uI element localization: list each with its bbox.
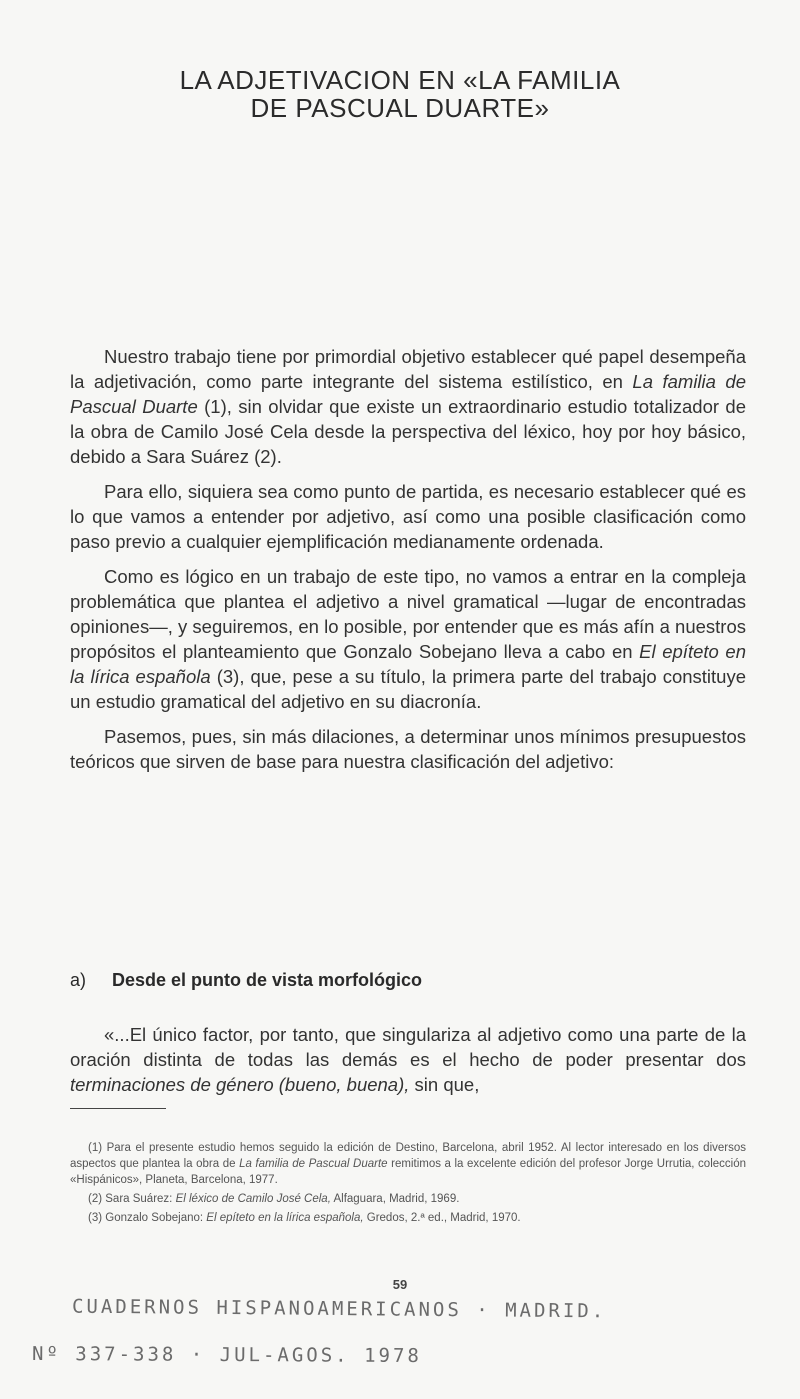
page-number: 59 [392,1277,408,1292]
body-text [70,344,746,784]
paragraph-2: Para ello, siquiera sea como punto de partida, es necesario establecer qué es lo que vamos a entender por adjetivo, así como una posible clasificación como paso previo a cualquier ejemplificación medianamente ordenada. [70,481,746,552]
book-title: La familia de Pascual Duarte [70,371,746,417]
handwritten-note-line-2: Nº 337-338 · JUL-AGOS. 1978 [31,1342,422,1368]
footnotes [70,1140,746,1229]
book-title: El epíteto en la lírica española [70,641,746,687]
section-heading-text: Desde el punto de vista morfológico [112,970,423,990]
article-title-line-2: DE PASCUAL DUARTE» [250,93,550,123]
section-letter: a) [70,970,87,990]
handwritten-note-line-1: CUADERNOS HISPANOAMERICANOS · MADRID. [71,1295,607,1323]
italic-phrase: terminaciones de género (bueno, buena), [70,1074,410,1095]
paragraph-1: Nuestro trabajo tiene por primordial objetivo establecer qué papel desempeña la adjetivación, como parte integrante del sistema estilístico, en La familia de Pascual Duarte (1), sin olvidar que existe un extraordinario estudio totalizador de la obra de Camilo José Cela desde la perspectiva del léxico, hoy por hoy básico, debido a Sara Suárez (2). [70,346,746,467]
article-title-line-1: LA ADJETIVACION EN «LA FAMILIA [179,65,621,95]
footnote-3: (3) Gonzalo Sobejano: El epíteto en la lírica española, Gredos, 2.ª ed., Madrid, 1970. [88,1212,521,1224]
footnote-2: (2) Sara Suárez: El léxico de Camilo José Cela, Alfaguara, Madrid, 1969. [88,1193,460,1205]
paragraph-5: «...El único factor, por tanto, que singulariza al adjetivo como una parte de la oración distinta de todas las demás es el hecho de poder presentar dos terminaciones de género (bueno, buena), sin que, [70,1024,746,1095]
paragraph-4: Pasemos, pues, sin más dilaciones, a determinar unos mínimos presupuestos teóricos que sirven de base para nuestra clasificación del adjetivo: [70,726,746,772]
footnote-1: (1) Para el presente estudio hemos seguido la edición de Destino, Barcelona, abril 1952. Al lector interesado en los diversos aspectos que plantea la obra de La familia de Pascual Duarte remitimos a la excelente edición del profesor Jorge Urrutia, colección «Hispánicos», Planeta, Barcelona, 1977. [70,1142,746,1186]
section-heading [70,970,422,991]
body-text-2 [70,1022,746,1107]
footnote-divider [70,1108,166,1109]
paragraph-3: Como es lógico en un trabajo de este tipo, no vamos a entrar en la compleja problemática que plantea el adjetivo a nivel gramatical —lugar de encontradas opiniones—, y seguiremos, en lo posible, por entender que es más afín a nuestros propósitos el planteamiento que Gonzalo Sobejano lleva a cabo en El epíteto en la lírica española (3), que, pese a su título, la primera parte del trabajo constituye un estudio gramatical del adjetivo en su diacronía. [70,566,746,712]
